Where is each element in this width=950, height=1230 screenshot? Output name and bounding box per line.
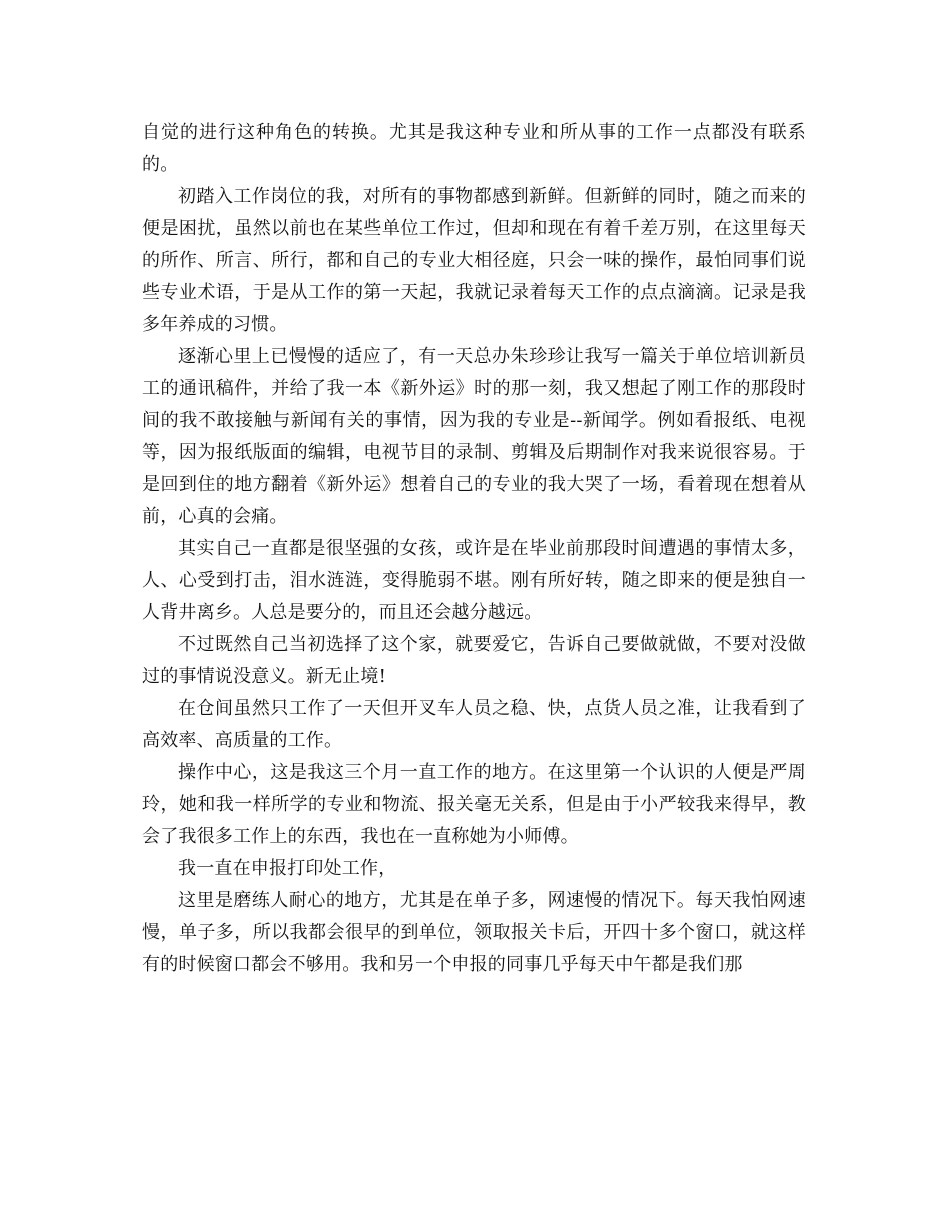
paragraph-1: 自觉的进行这种角色的转换。尤其是我这种专业和所从事的工作一点都没有联系的。 bbox=[142, 122, 806, 175]
paragraph-3: 逐渐心里上已慢慢的适应了，有一天总办朱珍珍让我写一篇关于单位培训新员工的通讯稿件，并给了我一本《新外运》时的那一刻，我又想起了刚工作的那段时间的我不敢接触与新闻有关的事情，因为我的专业是--新闻学。例如看报纸、电视等，因为报纸版面的编辑，电视节目的录制、剪辑及后期制作对我来说很容易。于是回到住的地方翻着《新外运》想着自己的专业的我大哭了一场，看着现在想着从前，心真的会痛。 bbox=[142, 346, 806, 527]
paragraph-9: 这里是磨练人耐心的地方，尤其是在单子多，网速慢的情况下。每天我怕网速慢，单子多，所以我都会很早的到单位，领取报关卡后，开四十多个窗口，就这样有的时候窗口都会不够用。我和另一个申报的同事几乎每天中午都是我们那 bbox=[142, 890, 806, 975]
paragraph-4: 其实自己一直都是很坚强的女孩，或许是在毕业前那段时间遭遇的事情太多，人、心受到打击，泪水涟涟，变得脆弱不堪。刚有所好转，随之即来的便是独自一人背井离乡。人总是要分的，而且还会越分越远。 bbox=[142, 538, 806, 623]
document-body bbox=[142, 117, 806, 981]
paragraph-6: 在仓间虽然只工作了一天但开叉车人员之稳、快，点货人员之准，让我看到了高效率、高质量的工作。 bbox=[142, 698, 806, 751]
paragraph-8: 我一直在申报打印处工作， bbox=[178, 858, 397, 879]
paragraph-2: 初踏入工作岗位的我，对所有的事物都感到新鲜。但新鲜的同时，随之而来的便是困扰，虽然以前也在某些单位工作过，但却和现在有着千差万别，在这里每天的所作、所言、所行，都和自己的专业大相径庭，只会一味的操作，最怕同事们说些专业术语，于是从工作的第一天起，我就记录着每天工作的点点滴滴。记录是我多年养成的习惯。 bbox=[142, 186, 806, 335]
paragraph-7: 操作中心，这是我这三个月一直工作的地方。在这里第一个认识的人便是严周玲，她和我一样所学的专业和物流、报关毫无关系，但是由于小严较我来得早，教会了我很多工作上的东西，我也在一直称她为小师傅。 bbox=[142, 762, 806, 847]
paragraph-5: 不过既然自己当初选择了这个家，就要爱它，告诉自己要做就做，不要对没做过的事情说没意义。新无止境! bbox=[142, 634, 806, 687]
